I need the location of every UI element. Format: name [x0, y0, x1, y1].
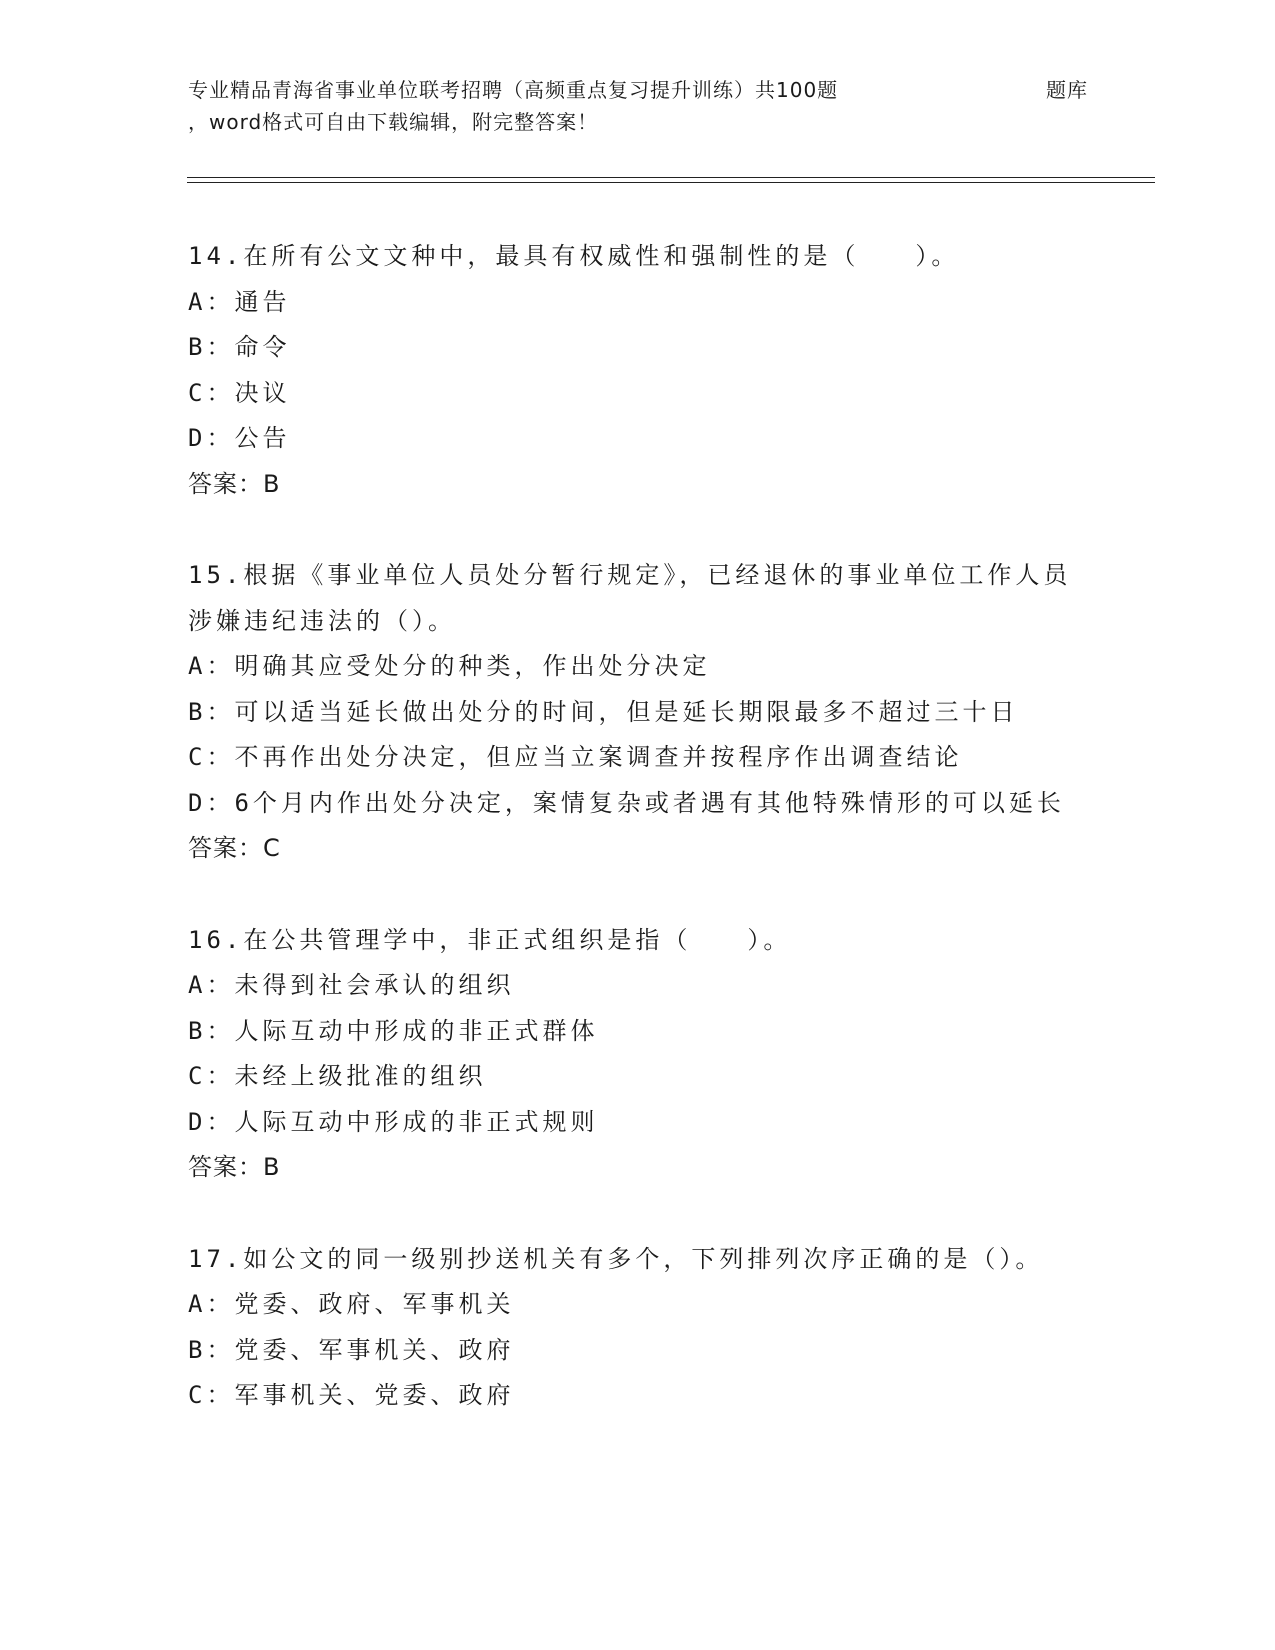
header-label: 题库: [1046, 78, 1088, 102]
option-c: C：不再作出处分决定，但应当立案调查并按程序作出调查结论: [188, 743, 963, 771]
option-a: A：未得到社会承认的组织: [188, 971, 515, 999]
question-stem: 14.在所有公文文种中，最具有权威性和强制性的是（ ）。: [188, 242, 960, 270]
header-line-1: [188, 74, 1088, 106]
question-stem: 17.如公文的同一级别抄送机关有多个，下列排列次序正确的是（）。: [188, 1244, 1044, 1273]
question-14: [188, 234, 1088, 507]
option-b: B：人际互动中形成的非正式群体: [188, 1016, 599, 1045]
answer: 答案：C: [188, 834, 281, 862]
option-d: D：6个月内作出处分决定，案情复杂或者遇有其他特殊情形的可以延长: [188, 788, 1065, 817]
option-d: D：人际互动中形成的非正式规则: [188, 1107, 599, 1136]
option-a: A：党委、政府、军事机关: [188, 1290, 515, 1318]
question-stem: 16.在公共管理学中，非正式组织是指（ ）。: [188, 925, 792, 954]
header-subtitle: ，word格式可自由下载编辑，附完整答案！: [188, 110, 599, 134]
question-stem: 15.根据《事业单位人员处分暂行规定》，已经退休的事业单位工作人员涉嫌违纪违法的（）。: [188, 561, 1072, 635]
answer: 答案：B: [188, 469, 281, 498]
option-b: B：党委、军事机关、政府: [188, 1335, 515, 1364]
question-list: [188, 234, 1088, 1465]
option-c: C：决议: [188, 378, 291, 407]
option-b: B：可以适当延长做出处分的时间，但是延长期限最多不超过三十日: [188, 697, 1019, 726]
question-16: [188, 918, 1088, 1191]
page-header: [188, 74, 1158, 138]
option-a: A：通告: [188, 287, 291, 316]
header-divider-top: [187, 177, 1155, 178]
option-c: C：军事机关、党委、政府: [188, 1381, 515, 1409]
option-b: B：命令: [188, 333, 291, 361]
question-17: [188, 1237, 1088, 1419]
option-a: A：明确其应受处分的种类，作出处分决定: [188, 652, 711, 680]
header-title: 专业精品青海省事业单位联考招聘（高频重点复习提升训练）共100题: [188, 78, 839, 102]
header-divider-bottom: [187, 182, 1155, 183]
question-15: [188, 553, 1088, 872]
answer: 答案：B: [188, 1153, 281, 1181]
option-d: D：公告: [188, 424, 291, 452]
option-c: C：未经上级批准的组织: [188, 1062, 487, 1090]
